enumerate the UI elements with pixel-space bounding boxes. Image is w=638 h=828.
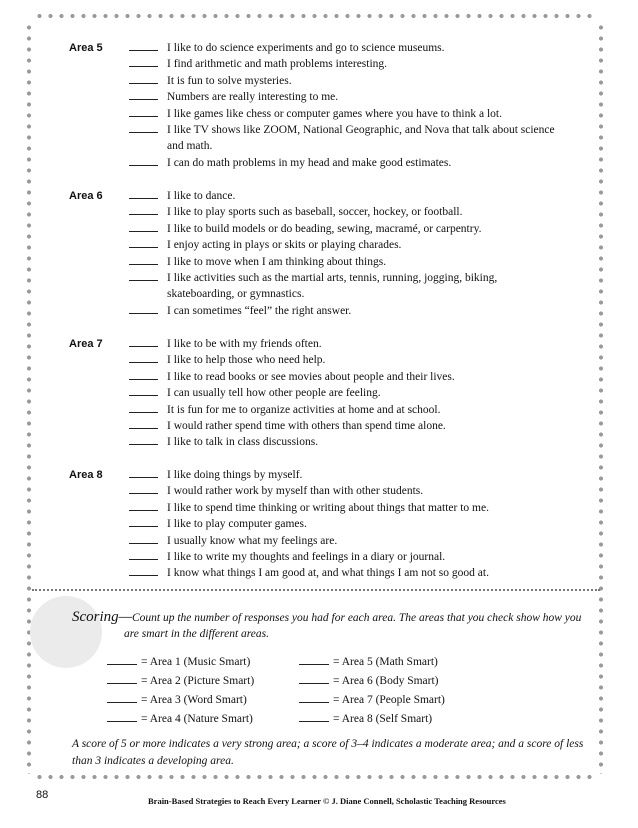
answer-blank[interactable] — [129, 89, 158, 100]
scoring-instructions-1: Count up the number of responses you had for each area. The areas that you check show how you — [132, 612, 582, 624]
answer-blank[interactable] — [129, 565, 158, 576]
area-7-label: Area 7 — [69, 338, 103, 350]
score-row-area-6: = Area 6 (Body Smart) — [299, 673, 439, 687]
score-row-area-4: = Area 4 (Nature Smart) — [107, 711, 253, 725]
score-row-area-2: = Area 2 (Picture Smart) — [107, 673, 254, 687]
answer-blank[interactable] — [129, 533, 158, 544]
area-7-item-2: I like to help those who need help. — [129, 352, 325, 368]
score-row-area-7: = Area 7 (People Smart) — [299, 692, 445, 706]
area-5-item-4: Numbers are really interesting to me. — [129, 89, 338, 105]
answer-blank[interactable] — [129, 352, 158, 363]
area-8-item-7: I know what things I am good at, and what things I am not so good at. — [129, 565, 489, 581]
answer-blank[interactable] — [129, 204, 158, 215]
score-blank[interactable] — [107, 711, 137, 722]
border-bottom-dots — [34, 775, 594, 779]
answer-blank[interactable] — [129, 303, 158, 314]
answer-blank[interactable] — [129, 254, 158, 265]
area-6-item-5: I like to move when I am thinking about things. — [129, 254, 386, 270]
answer-blank[interactable] — [129, 73, 158, 84]
area-8-item-5: I usually know what my feelings are. — [129, 533, 337, 549]
area-5-item-2: I find arithmetic and math problems interesting. — [129, 56, 387, 72]
answer-blank[interactable] — [129, 385, 158, 396]
area-8-item-3: I like to spend time thinking or writing about things that matter to me. — [129, 500, 489, 516]
area-6-item-3: I like to build models or do beading, sewing, macramé, or carpentry. — [129, 221, 481, 237]
score-blank[interactable] — [107, 692, 137, 703]
area-6-item-6-continued: skateboarding, or gymnastics. — [167, 288, 305, 300]
area-6-item-4: I enjoy acting in plays or skits or playing charades. — [129, 237, 401, 253]
answer-blank[interactable] — [129, 270, 158, 281]
score-blank[interactable] — [299, 692, 329, 703]
border-right-dots — [599, 22, 603, 774]
answer-blank[interactable] — [129, 106, 158, 117]
scoring-heading — [72, 609, 581, 626]
area-5-item-7: I can do math problems in my head and make good estimates. — [129, 155, 451, 171]
score-blank[interactable] — [107, 673, 137, 684]
area-8-label: Area 8 — [69, 469, 103, 481]
area-6-item-1: I like to dance. — [129, 188, 235, 204]
area-6-item-2: I like to play sports such as baseball, soccer, hockey, or football. — [129, 204, 462, 220]
answer-blank[interactable] — [129, 500, 158, 511]
answer-blank[interactable] — [129, 221, 158, 232]
score-note-2: than 3 indicates a developing area. — [72, 755, 234, 767]
answer-blank[interactable] — [129, 516, 158, 527]
answer-blank[interactable] — [129, 402, 158, 413]
area-7-item-4: I can usually tell how other people are feeling. — [129, 385, 381, 401]
area-8-item-1: I like doing things by myself. — [129, 467, 302, 483]
answer-blank[interactable] — [129, 155, 158, 166]
area-6-item-6: I like activities such as the martial arts, tennis, running, jogging, biking, — [129, 270, 497, 286]
answer-blank[interactable] — [129, 369, 158, 380]
area-5-item-6: I like TV shows like ZOOM, National Geographic, and Nova that talk about science — [129, 122, 555, 138]
area-7-item-3: I like to read books or see movies about people and their lives. — [129, 369, 455, 385]
section-divider — [32, 589, 600, 593]
decorative-circle — [30, 596, 102, 668]
answer-blank[interactable] — [129, 40, 158, 51]
answer-blank[interactable] — [129, 56, 158, 67]
answer-blank[interactable] — [129, 434, 158, 445]
border-top-dots — [34, 14, 594, 18]
area-8-item-4: I like to play computer games. — [129, 516, 307, 532]
score-blank[interactable] — [299, 711, 329, 722]
page-number: 88 — [36, 789, 49, 801]
area-8-item-2: I would rather work by myself than with other students. — [129, 483, 423, 499]
score-row-area-5: = Area 5 (Math Smart) — [299, 654, 438, 668]
scoring-instructions-2: are smart in the different areas. — [124, 628, 270, 640]
score-blank[interactable] — [299, 673, 329, 684]
area-5-item-3: It is fun to solve mysteries. — [129, 73, 292, 89]
area-8-item-6: I like to write my thoughts and feelings in a diary or journal. — [129, 549, 445, 565]
area-7-item-6: I would rather spend time with others than spend time alone. — [129, 418, 446, 434]
scoring-title: Scoring— — [72, 609, 132, 625]
answer-blank[interactable] — [129, 418, 158, 429]
area-7-item-1: I like to be with my friends often. — [129, 336, 322, 352]
area-5-item-5: I like games like chess or computer games where you have to think a lot. — [129, 106, 502, 122]
answer-blank[interactable] — [129, 336, 158, 347]
footer-credit: Brain-Based Strategies to Reach Every Learner © J. Diane Connell, Scholastic Teaching Resources — [148, 796, 506, 806]
answer-blank[interactable] — [129, 467, 158, 478]
answer-blank[interactable] — [129, 122, 158, 133]
score-note-1: A score of 5 or more indicates a very strong area; a score of 3–4 indicates a moderate area; and a score of less — [72, 738, 584, 750]
area-7-item-7: I like to talk in class discussions. — [129, 434, 318, 450]
answer-blank[interactable] — [129, 549, 158, 560]
area-5-item-6-continued: and math. — [167, 140, 213, 152]
score-row-area-8: = Area 8 (Self Smart) — [299, 711, 432, 725]
score-blank[interactable] — [107, 654, 137, 665]
score-row-area-3: = Area 3 (Word Smart) — [107, 692, 247, 706]
answer-blank[interactable] — [129, 188, 158, 199]
area-5-label: Area 5 — [69, 42, 103, 54]
border-left-dots — [27, 22, 31, 774]
area-6-item-7: I can sometimes “feel” the right answer. — [129, 303, 351, 319]
answer-blank[interactable] — [129, 237, 158, 248]
score-row-area-1: = Area 1 (Music Smart) — [107, 654, 250, 668]
area-5-item-1: I like to do science experiments and go to science museums. — [129, 40, 445, 56]
area-6-label: Area 6 — [69, 190, 103, 202]
answer-blank[interactable] — [129, 483, 158, 494]
score-blank[interactable] — [299, 654, 329, 665]
area-7-item-5: It is fun for me to organize activities at home and at school. — [129, 402, 440, 418]
